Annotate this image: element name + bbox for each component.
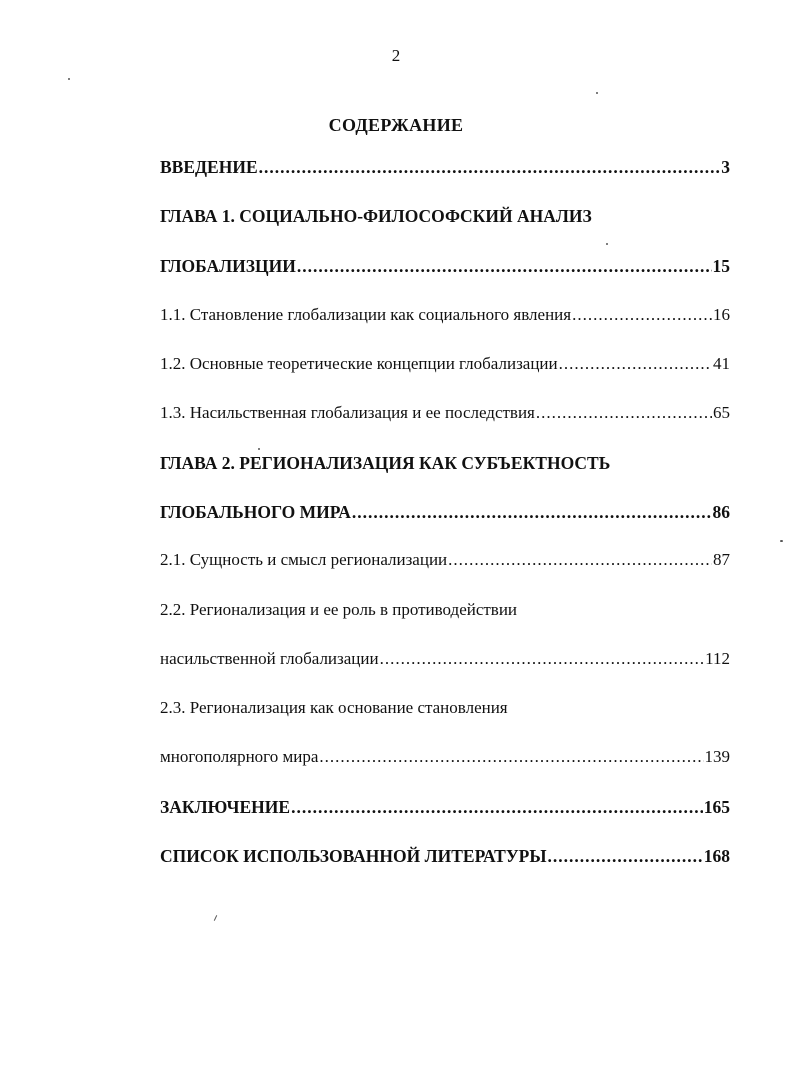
toc-entry-title: ЗАКЛЮЧЕНИЕ: [160, 797, 291, 817]
toc-entry-page: 3: [721, 157, 730, 177]
toc-entry-section-2-2-line-2: [160, 649, 730, 673]
toc-entry-conclusion: [160, 797, 730, 821]
toc-entry-page: 86: [712, 502, 730, 522]
toc-entry-section-1-1: [160, 305, 730, 329]
toc-entry-title: СПИСОК ИСПОЛЬЗОВАННОЙ ЛИТЕРАТУРЫ: [160, 846, 547, 866]
dot-leader: [352, 502, 712, 523]
dot-leader: [536, 403, 712, 423]
toc-entry-section-2-1: [160, 550, 730, 574]
toc-entry-page: 41: [713, 354, 730, 373]
toc-entry-page: 16: [713, 305, 730, 324]
toc-entry-page: 87: [713, 550, 730, 569]
toc-entry-title: 2.2. Регионализация и ее роль в противодействии: [160, 600, 518, 619]
dot-leader: [259, 157, 721, 178]
toc-entry-section-1-3: [160, 403, 730, 427]
toc-entry-title: 1.3. Насильственная глобализация и ее последствия: [160, 403, 535, 422]
scan-speck: [606, 243, 608, 245]
scan-speck: [780, 540, 783, 542]
toc-entry-section-2-3-line-1: [160, 698, 730, 722]
toc-title: СОДЕРЖАНИЕ: [328, 115, 464, 135]
toc-entry-page: 112: [705, 649, 730, 668]
toc-entry-section-2-2-line-1: [160, 600, 730, 624]
dot-leader: [448, 550, 712, 570]
scan-speck: [68, 78, 70, 80]
toc-entry-chapter-2-line-1: [160, 453, 730, 477]
toc-entry-page: 165: [703, 797, 730, 817]
toc-entry-title: 1.1. Становление глобализации как социального явления: [160, 305, 572, 324]
toc-entry-introduction: [160, 157, 730, 181]
toc-entry-title: насильственной глобализации: [160, 649, 379, 668]
toc-entry-chapter-2-line-2: [160, 502, 730, 526]
dot-leader: [380, 649, 705, 669]
toc-entry-title: ГЛОБАЛИЗЦИИ: [160, 256, 296, 276]
toc-entry-chapter-1-line-2: [160, 256, 730, 280]
toc-entry-section-1-2: [160, 354, 730, 378]
page-number: 2: [391, 46, 401, 65]
toc-entry-title: ГЛАВА 2. РЕГИОНАЛИЗАЦИЯ КАК СУБЪЕКТНОСТЬ: [160, 453, 611, 473]
toc-entry-title: многополярного мира: [160, 747, 319, 766]
scan-speck: [258, 448, 260, 450]
toc-entry-bibliography: [160, 846, 730, 870]
dot-leader: [297, 256, 712, 277]
dot-leader: [572, 305, 712, 325]
toc-entry-chapter-1-line-1: [160, 206, 730, 230]
toc-entry-page: 65: [713, 403, 730, 422]
toc-entry-title: ВВЕДЕНИЕ: [160, 157, 258, 177]
toc-entry-title: 2.3. Регионализация как основание становления: [160, 698, 508, 717]
toc-entry-title: ГЛОБАЛЬНОГО МИРА: [160, 502, 351, 522]
scan-speck: [596, 92, 598, 94]
dot-leader: [559, 354, 712, 374]
toc-entry-title: 2.1. Сущность и смысл регионализации: [160, 550, 448, 569]
dot-leader: [291, 797, 703, 818]
toc-entry-page: 15: [712, 256, 730, 276]
dot-leader: [319, 747, 703, 767]
toc-entry-page: 168: [703, 846, 730, 866]
toc-entry-title: 1.2. Основные теоретические концепции глобализации: [160, 354, 558, 373]
toc-entry-title: ГЛАВА 1. СОЦИАЛЬНО-ФИЛОСОФСКИЙ АНАЛИЗ: [160, 206, 592, 226]
dot-leader: [548, 846, 703, 867]
toc-entry-page: 139: [704, 747, 730, 766]
toc-entry-section-2-3-line-2: [160, 747, 730, 771]
